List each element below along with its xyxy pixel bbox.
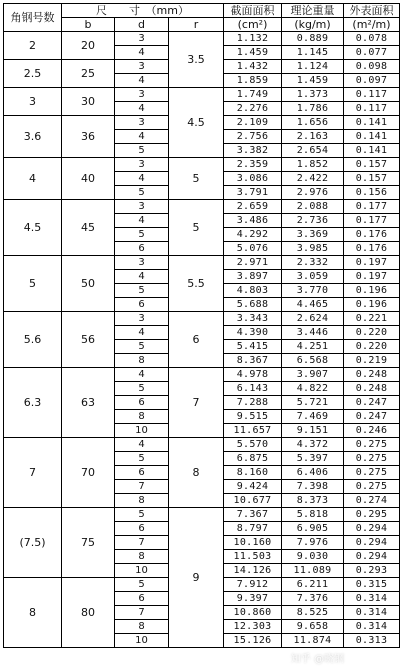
cell-weight: 4.822	[282, 382, 344, 396]
cell-area: 6.143	[224, 382, 282, 396]
cell-area: 10.677	[224, 494, 282, 508]
cell-angle-no: 3.6	[4, 116, 62, 158]
cell-r: 5	[169, 200, 224, 256]
cell-d: 5	[115, 228, 169, 242]
cell-r: 6	[169, 312, 224, 368]
cell-weight: 1.656	[282, 116, 344, 130]
cell-angle-no: 5.6	[4, 312, 62, 368]
cell-d: 8	[115, 494, 169, 508]
header-area-unit: (cm²)	[224, 18, 282, 32]
cell-surface: 0.275	[344, 452, 400, 466]
cell-area: 9.424	[224, 480, 282, 494]
cell-area: 4.390	[224, 326, 282, 340]
cell-surface: 0.098	[344, 60, 400, 74]
cell-area: 3.382	[224, 144, 282, 158]
cell-weight: 9.151	[282, 424, 344, 438]
cell-weight: 4.251	[282, 340, 344, 354]
cell-area: 4.292	[224, 228, 282, 242]
cell-area: 2.971	[224, 256, 282, 270]
cell-d: 4	[115, 172, 169, 186]
cell-weight: 1.852	[282, 158, 344, 172]
cell-r: 5.5	[169, 256, 224, 312]
cell-d: 8	[115, 550, 169, 564]
cell-area: 8.797	[224, 522, 282, 536]
cell-r: 3.5	[169, 32, 224, 88]
cell-d: 10	[115, 564, 169, 578]
cell-surface: 0.197	[344, 270, 400, 284]
watermark: 知乎 @晓钢	[290, 654, 344, 665]
header-row-2	[4, 18, 400, 32]
cell-d: 5	[115, 144, 169, 158]
cell-weight: 6.211	[282, 578, 344, 592]
cell-area: 6.875	[224, 452, 282, 466]
cell-b: 25	[62, 60, 115, 88]
table-row	[4, 508, 400, 522]
cell-r: 8	[169, 438, 224, 508]
cell-d: 3	[115, 88, 169, 102]
cell-d: 5	[115, 452, 169, 466]
cell-d: 4	[115, 368, 169, 382]
cell-weight: 2.736	[282, 214, 344, 228]
cell-d: 3	[115, 32, 169, 46]
cell-d: 6	[115, 298, 169, 312]
cell-surface: 0.294	[344, 550, 400, 564]
cell-weight: 2.654	[282, 144, 344, 158]
cell-surface: 0.315	[344, 578, 400, 592]
cell-d: 4	[115, 438, 169, 452]
cell-b: 40	[62, 158, 115, 200]
cell-surface: 0.077	[344, 46, 400, 60]
table-row	[4, 312, 400, 326]
cell-surface: 0.219	[344, 354, 400, 368]
cell-surface: 0.176	[344, 242, 400, 256]
cell-angle-no: 2	[4, 32, 62, 60]
cell-r: 5	[169, 158, 224, 200]
cell-area: 1.132	[224, 32, 282, 46]
header-area: 截面面积	[224, 4, 282, 18]
cell-area: 3.343	[224, 312, 282, 326]
table-row	[4, 158, 400, 172]
cell-surface: 0.141	[344, 130, 400, 144]
cell-r: 4.5	[169, 88, 224, 158]
cell-area: 15.126	[224, 634, 282, 648]
cell-area: 8.367	[224, 354, 282, 368]
cell-area: 3.086	[224, 172, 282, 186]
cell-surface: 0.117	[344, 88, 400, 102]
cell-area: 11.657	[224, 424, 282, 438]
cell-weight: 4.465	[282, 298, 344, 312]
cell-weight: 9.030	[282, 550, 344, 564]
table-row	[4, 438, 400, 452]
cell-d: 4	[115, 74, 169, 88]
cell-angle-no: 7	[4, 438, 62, 508]
cell-surface: 0.220	[344, 326, 400, 340]
cell-d: 3	[115, 60, 169, 74]
header-angle-no: 角钢号数	[4, 4, 62, 32]
cell-surface: 0.196	[344, 284, 400, 298]
cell-d: 8	[115, 354, 169, 368]
cell-b: 80	[62, 578, 115, 648]
cell-b: 70	[62, 438, 115, 508]
cell-weight: 1.124	[282, 60, 344, 74]
cell-area: 3.897	[224, 270, 282, 284]
cell-weight: 7.469	[282, 410, 344, 424]
cell-d: 4	[115, 214, 169, 228]
header-row-1	[4, 4, 400, 18]
cell-angle-no: 2.5	[4, 60, 62, 88]
cell-weight: 3.369	[282, 228, 344, 242]
cell-area: 2.756	[224, 130, 282, 144]
cell-d: 5	[115, 382, 169, 396]
cell-d: 5	[115, 186, 169, 200]
cell-weight: 2.088	[282, 200, 344, 214]
cell-area: 1.859	[224, 74, 282, 88]
cell-surface: 0.275	[344, 480, 400, 494]
cell-d: 5	[115, 508, 169, 522]
cell-surface: 0.313	[344, 634, 400, 648]
table-row	[4, 256, 400, 270]
cell-d: 7	[115, 480, 169, 494]
cell-area: 1.749	[224, 88, 282, 102]
cell-area: 5.688	[224, 298, 282, 312]
cell-area: 1.432	[224, 60, 282, 74]
cell-area: 8.160	[224, 466, 282, 480]
header-weight-unit: (kg/m)	[282, 18, 344, 32]
cell-weight: 6.568	[282, 354, 344, 368]
cell-surface: 0.275	[344, 438, 400, 452]
cell-weight: 5.397	[282, 452, 344, 466]
cell-surface: 0.248	[344, 368, 400, 382]
cell-d: 5	[115, 578, 169, 592]
cell-weight: 1.145	[282, 46, 344, 60]
cell-weight: 5.721	[282, 396, 344, 410]
cell-surface: 0.295	[344, 508, 400, 522]
cell-surface: 0.293	[344, 564, 400, 578]
cell-weight: 4.372	[282, 438, 344, 452]
cell-weight: 9.658	[282, 620, 344, 634]
cell-surface: 0.246	[344, 424, 400, 438]
cell-surface: 0.220	[344, 340, 400, 354]
cell-weight: 1.786	[282, 102, 344, 116]
cell-surface: 0.157	[344, 172, 400, 186]
cell-d: 5	[115, 340, 169, 354]
header-r: r	[169, 18, 224, 32]
cell-weight: 1.459	[282, 74, 344, 88]
cell-b: 56	[62, 312, 115, 368]
cell-b: 30	[62, 88, 115, 116]
cell-area: 12.303	[224, 620, 282, 634]
cell-surface: 0.117	[344, 102, 400, 116]
cell-weight: 0.889	[282, 32, 344, 46]
cell-surface: 0.078	[344, 32, 400, 46]
cell-surface: 0.314	[344, 620, 400, 634]
header-surface-unit: (m²/m)	[344, 18, 400, 32]
cell-b: 36	[62, 116, 115, 158]
cell-surface: 0.221	[344, 312, 400, 326]
angle-steel-table	[3, 3, 400, 648]
cell-angle-no: 5	[4, 256, 62, 312]
cell-weight: 2.624	[282, 312, 344, 326]
cell-area: 3.791	[224, 186, 282, 200]
cell-d: 4	[115, 130, 169, 144]
cell-surface: 0.156	[344, 186, 400, 200]
cell-d: 4	[115, 326, 169, 340]
cell-area: 7.367	[224, 508, 282, 522]
cell-area: 11.503	[224, 550, 282, 564]
cell-b: 20	[62, 32, 115, 60]
cell-d: 10	[115, 424, 169, 438]
cell-weight: 3.770	[282, 284, 344, 298]
cell-d: 8	[115, 620, 169, 634]
cell-weight: 2.976	[282, 186, 344, 200]
cell-weight: 3.985	[282, 242, 344, 256]
cell-angle-no: 8	[4, 578, 62, 648]
cell-d: 6	[115, 242, 169, 256]
cell-d: 8	[115, 410, 169, 424]
cell-angle-no: 4	[4, 158, 62, 200]
cell-weight: 7.398	[282, 480, 344, 494]
header-b: b	[62, 18, 115, 32]
cell-weight: 3.059	[282, 270, 344, 284]
cell-surface: 0.177	[344, 214, 400, 228]
cell-surface: 0.097	[344, 74, 400, 88]
cell-area: 2.659	[224, 200, 282, 214]
cell-weight: 5.818	[282, 508, 344, 522]
cell-surface: 0.248	[344, 382, 400, 396]
table-body	[4, 32, 400, 648]
cell-area: 3.486	[224, 214, 282, 228]
cell-b: 45	[62, 200, 115, 256]
cell-angle-no: (7.5)	[4, 508, 62, 578]
cell-d: 4	[115, 102, 169, 116]
cell-d: 10	[115, 634, 169, 648]
cell-surface: 0.196	[344, 298, 400, 312]
cell-area: 10.160	[224, 536, 282, 550]
cell-area: 5.415	[224, 340, 282, 354]
cell-weight: 1.373	[282, 88, 344, 102]
header-surface: 外表面积	[344, 4, 400, 18]
cell-surface: 0.294	[344, 536, 400, 550]
header-dimension: 尺 寸 （mm）	[62, 4, 224, 18]
cell-b: 63	[62, 368, 115, 438]
cell-r: 9	[169, 508, 224, 648]
cell-weight: 8.373	[282, 494, 344, 508]
cell-d: 6	[115, 396, 169, 410]
cell-area: 4.803	[224, 284, 282, 298]
cell-r: 7	[169, 368, 224, 438]
cell-d: 5	[115, 284, 169, 298]
cell-surface: 0.274	[344, 494, 400, 508]
cell-surface: 0.275	[344, 466, 400, 480]
table-row	[4, 200, 400, 214]
cell-weight: 11.089	[282, 564, 344, 578]
cell-b: 75	[62, 508, 115, 578]
cell-surface: 0.157	[344, 158, 400, 172]
cell-weight: 11.874	[282, 634, 344, 648]
cell-angle-no: 4.5	[4, 200, 62, 256]
cell-surface: 0.141	[344, 144, 400, 158]
cell-d: 4	[115, 46, 169, 60]
cell-angle-no: 6.3	[4, 368, 62, 438]
cell-d: 3	[115, 158, 169, 172]
cell-surface: 0.177	[344, 200, 400, 214]
cell-area: 5.570	[224, 438, 282, 452]
cell-d: 6	[115, 466, 169, 480]
cell-d: 3	[115, 116, 169, 130]
cell-weight: 6.406	[282, 466, 344, 480]
cell-surface: 0.247	[344, 410, 400, 424]
cell-area: 9.397	[224, 592, 282, 606]
cell-area: 1.459	[224, 46, 282, 60]
cell-d: 7	[115, 536, 169, 550]
cell-d: 7	[115, 606, 169, 620]
cell-weight: 2.163	[282, 130, 344, 144]
cell-weight: 2.332	[282, 256, 344, 270]
cell-surface: 0.294	[344, 522, 400, 536]
cell-weight: 8.525	[282, 606, 344, 620]
header-weight: 理论重量	[282, 4, 344, 18]
cell-area: 9.515	[224, 410, 282, 424]
table-row	[4, 368, 400, 382]
cell-area: 10.860	[224, 606, 282, 620]
cell-weight: 7.376	[282, 592, 344, 606]
cell-area: 7.912	[224, 578, 282, 592]
cell-area: 2.276	[224, 102, 282, 116]
table-row	[4, 88, 400, 102]
cell-weight: 7.976	[282, 536, 344, 550]
cell-surface: 0.197	[344, 256, 400, 270]
header-d: d	[115, 18, 169, 32]
cell-area: 14.126	[224, 564, 282, 578]
cell-surface: 0.141	[344, 116, 400, 130]
cell-d: 6	[115, 522, 169, 536]
cell-surface: 0.176	[344, 228, 400, 242]
cell-weight: 3.907	[282, 368, 344, 382]
cell-surface: 0.314	[344, 606, 400, 620]
cell-angle-no: 3	[4, 88, 62, 116]
cell-area: 5.076	[224, 242, 282, 256]
cell-weight: 3.446	[282, 326, 344, 340]
cell-b: 50	[62, 256, 115, 312]
cell-area: 4.978	[224, 368, 282, 382]
cell-d: 3	[115, 256, 169, 270]
table-row	[4, 32, 400, 46]
cell-surface: 0.247	[344, 396, 400, 410]
cell-d: 6	[115, 592, 169, 606]
cell-area: 2.359	[224, 158, 282, 172]
cell-surface: 0.314	[344, 592, 400, 606]
cell-d: 3	[115, 312, 169, 326]
cell-d: 3	[115, 200, 169, 214]
cell-area: 7.288	[224, 396, 282, 410]
cell-d: 4	[115, 270, 169, 284]
cell-area: 2.109	[224, 116, 282, 130]
cell-weight: 6.905	[282, 522, 344, 536]
cell-weight: 2.422	[282, 172, 344, 186]
